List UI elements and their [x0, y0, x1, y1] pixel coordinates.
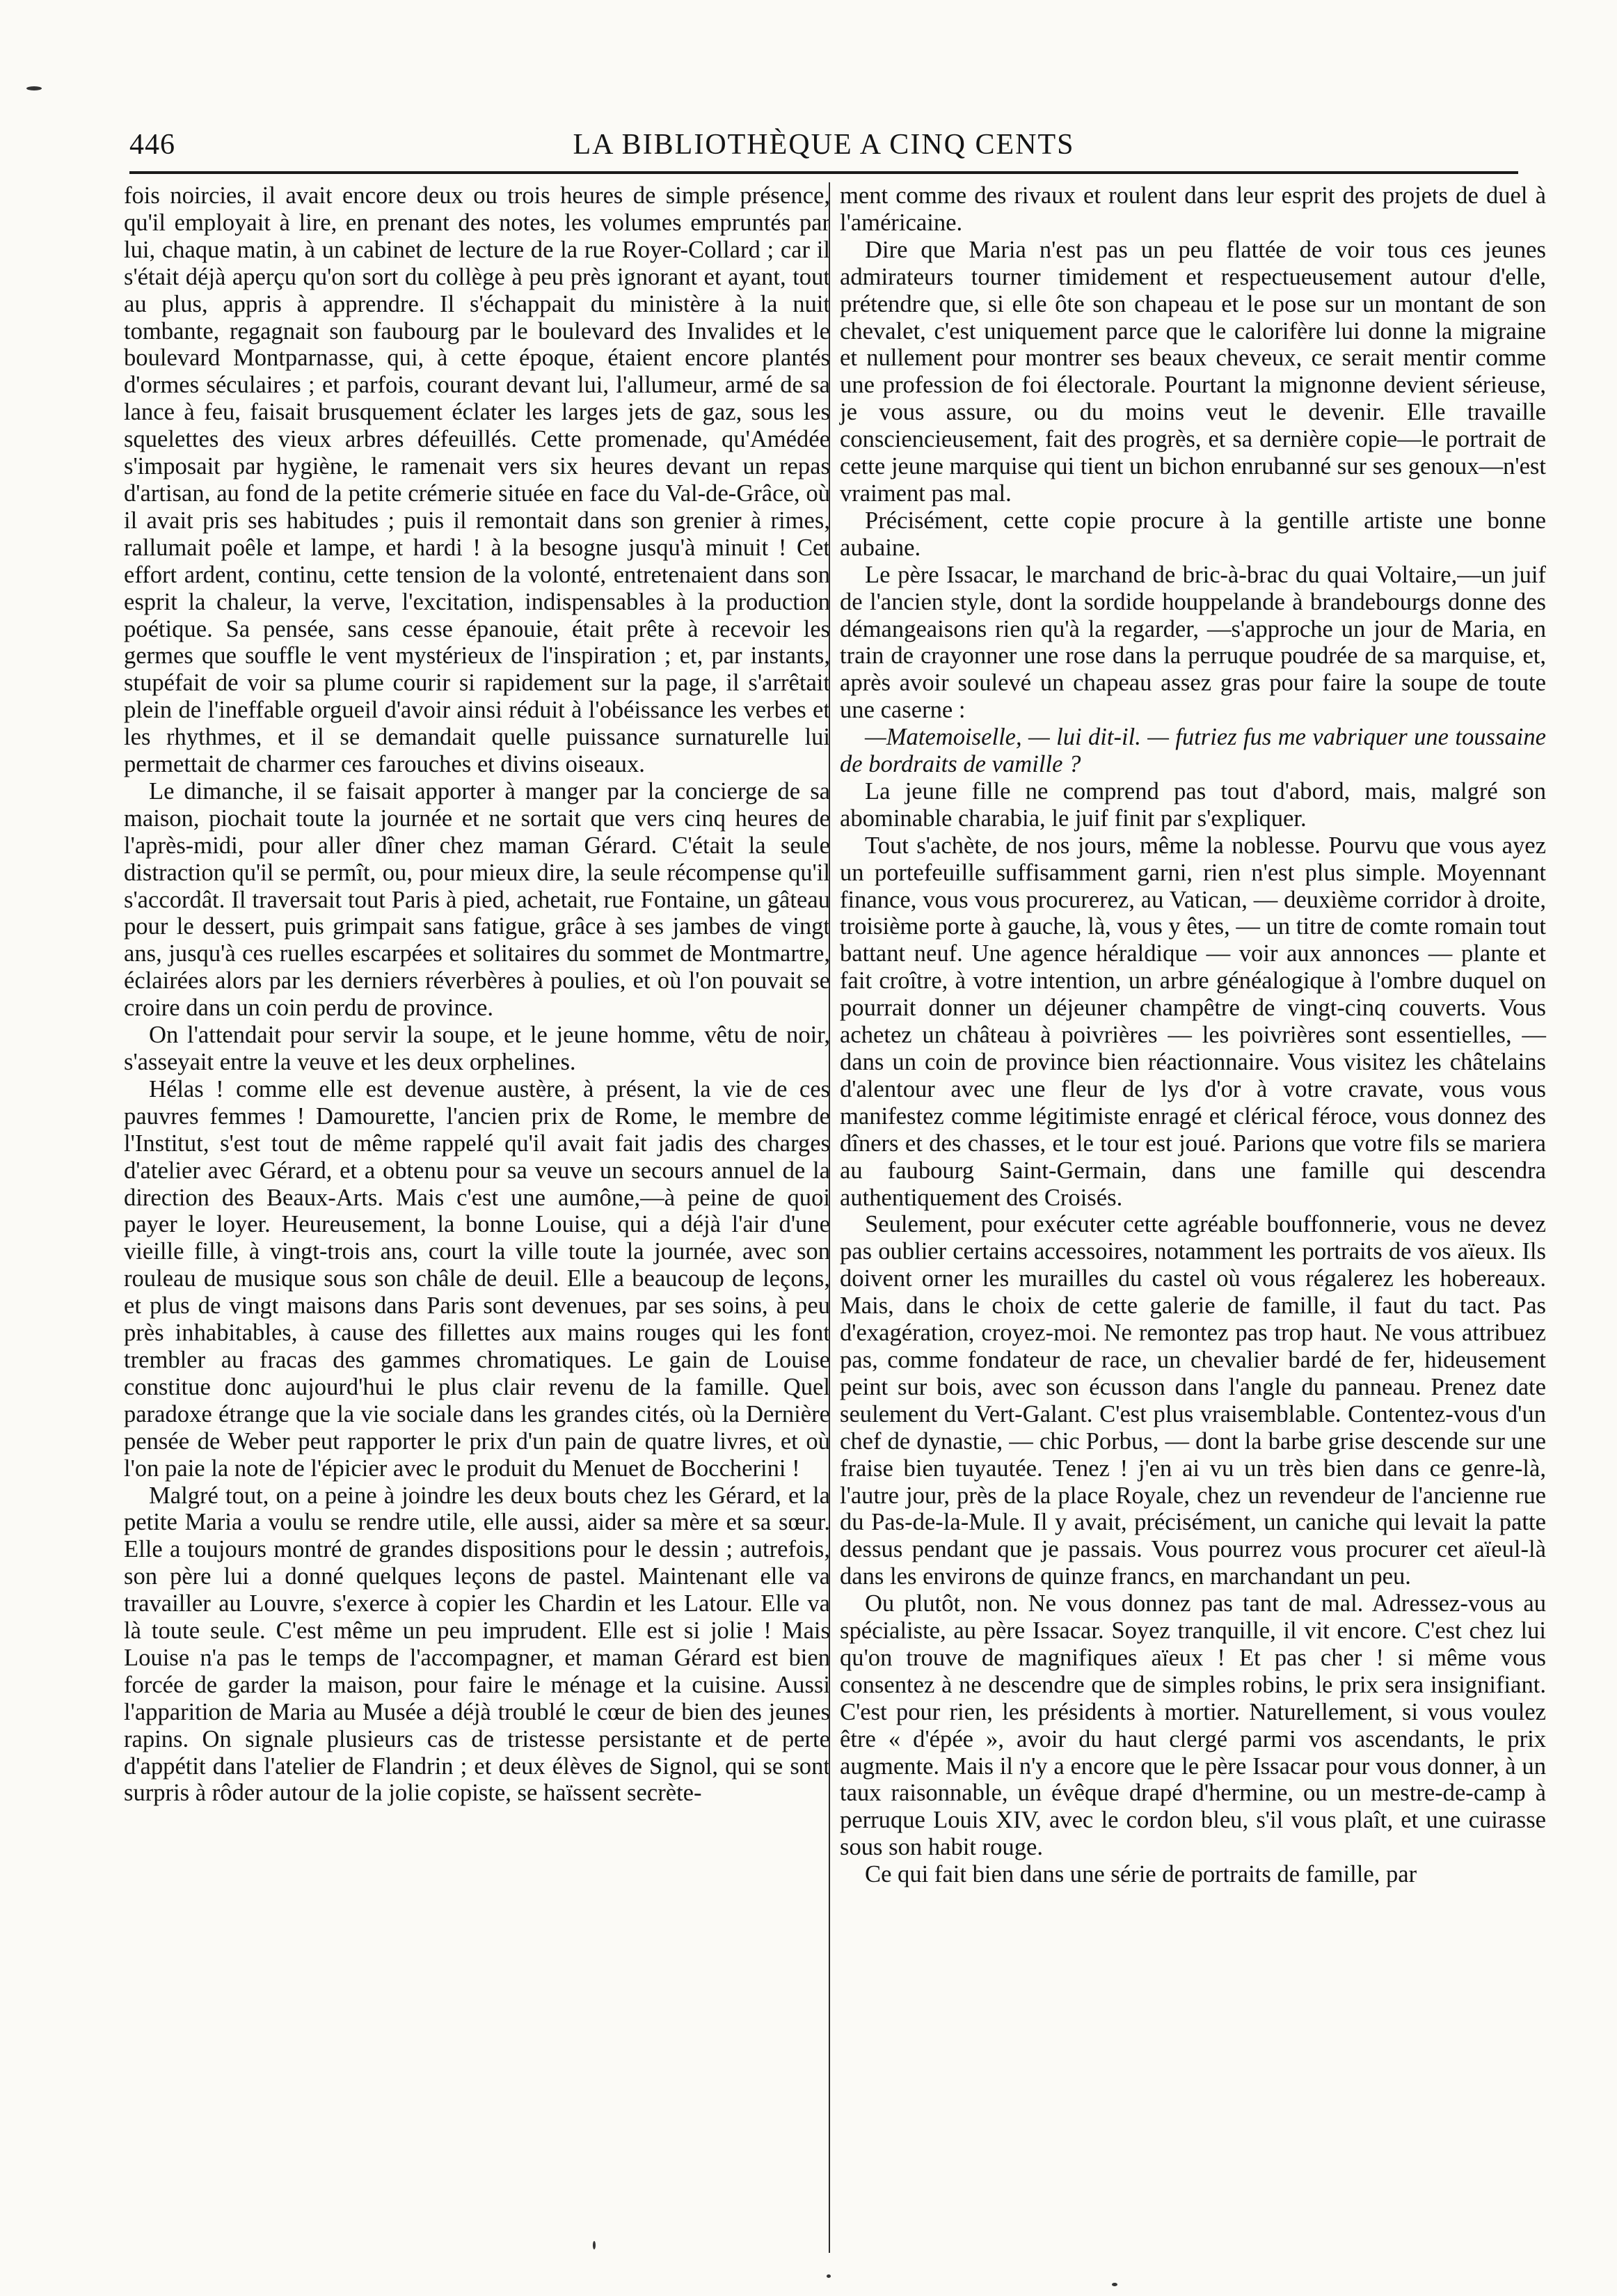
page-header — [129, 124, 1518, 166]
paragraph: fois noircies, il avait encore deux ou trois heures de simple présence, qu'il employait à lire, en prenant des notes, les volumes empruntés par lui, chaque matin, à un cabinet de lecture de la rue Royer-Collard ; car il s'était déjà aperçu qu'on sort du collège à peu près ignorant et ayant, tout au plus, appris à apprendre. Il s'échappait du ministère à la nuit tombante, regagnait son faubourg par le boulevard des Invalides et le boulevard Montparnasse, qui, à cette époque, étaient encore plantés d'ormes séculaires ; et parfois, courant devant lui, l'allumeur, armé de sa lance à feu, faisait brusquement éclater les larges jets de gaz, sous les squelettes des vieux arbres défeuillés. Cette promenade, qu'Amédée s'imposait par hygiène, le ramenait vers six heures devant un repas d'artisan, au fond de la petite crémerie située en face du Val-de-Grâce, où il avait pris ses habitudes ; puis il remontait dans son grenier à rimes, rallumait poêle et lampe, et hardi ! à la besogne jusqu'à minuit ! Cet effort ardent, continu, cette tension de la volonté, entretenaient dans son esprit la chaleur, la verve, l'excitation, indispensables à la production poétique. Sa pensée, sans cesse épanouie, était prête à recevoir les germes que souffle le vent mystérieux de l'inspiration ; et, par instants, stupéfait de voir sa plume courir si rapidement sur la page, il s'arrêtait plein de l'ineffable orgueil d'avoir ainsi réduit à l'obéissance les verbes et les rhythmes, et il se demandait quelle puissance surnaturelle lui permettait de charmer ces farouches et divins oiseaux. — [124, 182, 830, 778]
paragraph: Le dimanche, il se faisait apporter à manger par la concierge de sa maison, piochait toute la journée et ne sortait que vers cinq heures de l'après-midi, pour aller dîner chez maman Gérard. C'était la seule distraction qu'il se permît, ou, pour mieux dire, la seule récompense qu'il s'accordât. Il traversait tout Paris à pied, achetait, rue Fontaine, un gâteau pour le dessert, puis grimpait sans fatigue, grâce à ses jambes de vingt ans, jusqu'à ces ruelles escarpées et solitaires du sommet de Montmartre, éclairées alors par les derniers réverbères à poulies, et où l'on pouvait se croire dans un coin perdu de province. — [124, 777, 830, 1022]
scan-speck — [1112, 2283, 1117, 2286]
paragraph: Dire que Maria n'est pas un peu flattée de voir tous ces jeunes admirateurs tourner timidement et respectueusement autour d'elle, prétendre que, si elle ôte son chapeau et le pose sur un montant de son chevalet, c'est uniquement parce que le calorifère lui donne la migraine et nullement pour montrer ses beaux cheveux, ce serait mentir comme une profession de foi électorale. Pourtant la mignonne devient sérieuse, je vous assure, ou du moins veut le devenir. Elle travaille consciencieusement, fait des progrès, et sa dernière copie—le portrait de cette jeune marquise qui tient un bichon enrubanné sur ses genoux—n'est vraiment pas mal. — [840, 236, 1546, 507]
header-rule — [129, 171, 1518, 174]
paragraph: ment comme des rivaux et roulent dans leur esprit des projets de duel à l'américaine. — [840, 182, 1546, 236]
paragraph: Seulement, pour exécuter cette agréable bouffonnerie, vous ne devez pas oublier certains accessoires, notamment les portraits de vos aïeux. Ils doivent orner les murailles du castel où vous régalerez les hobereaux. Mais, dans le choix de cette galerie de famille, il faut du tact. Pas d'exagération, croyez-moi. Ne remontez pas trop haut. Ne vous attribuez pas, comme fondateur de race, un chevalier bardé de fer, hideusement peint sur bois, avec son écusson dans l'angle du panneau. Prenez date seulement du Vert-Galant. C'est plus vraisemblable. Contentez-vous d'un chef de dynastie, — chic Porbus, — dont la barbe grise descende sur une fraise bien tuyautée. Tenez ! j'en ai vu un très bien dans ce genre-là, l'autre jour, près de la place Royale, chez un revendeur de l'ancienne rue du Pas-de-la-Mule. Il y avait, précisément, un caniche qui levait la patte dessus pendant que je passais. Vous pourrez vous procurer cet aïeul-là dans les environs de quinze francs, en marchandant un peu. — [840, 1211, 1546, 1590]
paragraph: Ce qui fait bien dans une série de portraits de famille, par — [865, 1861, 1417, 1888]
paragraph: La jeune fille ne comprend pas tout d'abord, mais, malgré son abominable charabia, le juif finit par s'expliquer. — [840, 777, 1546, 832]
paragraph: Ou plutôt, non. Ne vous donnez pas tant de mal. Adressez-vous au spécialiste, au père Issacar. Soyez tranquille, il vit encore. C'est chez lui qu'on trouve de magnifiques aïeux ! Et pas cher ! si même vous consentez à ne descendre que de simples robins, le prix sera insignifiant. C'est pour rien, les présidents à mortier. Naturellement, si vous voulez être « d'épée », avoir du haut clergé parmi vos ascendants, le prix augmente. Mais il n'y a encore que le père Issacar pour vous donner, à un taux raisonnable, un évêque drapé d'hermine, ou un mestre-de-camp à perruque Louis XIV, avec le cordon bleu, s'il vous plaît, et une cuirasse sous son habit rouge. — [840, 1590, 1546, 1861]
paragraph: Hélas ! comme elle est devenue austère, à présent, la vie de ces pauvres femmes ! Damourette, l'ancien prix de Rome, le membre de l'Institut, s'est tout de même rappelé qu'il avait fait jadis des charges d'atelier avec Gérard, et a obtenu pour sa veuve un secours annuel de la direction des Beaux-Arts. Mais c'est une aumône,—à peine de quoi payer le loyer. Heureusement, la bonne Louise, qui a déjà l'air d'une vieille fille, à vingt-trois ans, court la ville toute la journée, avec son rouleau de musique sous son châle de deuil. Elle a beaucoup de leçons, et plus de vingt maisons dans Paris sont devenues, par ses soins, à peu près inhabitables, à cause des fillettes aux mains rouges qui les font trembler au fracas des gammes chromatiques. Le gain de Louise constitue donc aujourd'hui le plus clair revenu de la famille. Quel paradoxe étrange que la vie sociale dans les grandes cités, où la Dernière pensée de Weber peut rapporter le prix d'un pain de quatre livres, et où l'on paie la note de l'épicier avec le produit du Menuet de Boccherini ! — [124, 1075, 830, 1482]
paragraph: Malgré tout, on a peine à joindre les deux bouts chez les Gérard, et la petite Maria a voulu se rendre utile, elle aussi, aider sa mère et sa sœur. Elle a toujours montré de grandes dispositions pour le dessin ; autrefois, son père lui a donné quelques leçons de pastel. Maintenant elle va travailler au Louvre, s'exerce à copier les Chardin et les Latour. Elle va là toute seule. C'est même un peu imprudent. Elle est si jolie ! Mais Louise n'a pas le temps de l'accompagner, et maman Gérard est bien forcée de garder la maison, pour faire le ménage et la cuisine. Aussi l'apparition de Maria au Musée a déjà troublé le cœur de bien des jeunes rapins. On signale plusieurs cas de tristesse persistante et de perte d'appétit dans l'atelier de Flandrin ; et deux élèves de Signol, qui se sont surpris à rôder autour de la jolie copiste, se haïssent secrète- — [124, 1482, 830, 1807]
paragraph: Tout s'achète, de nos jours, même la noblesse. Pourvu que vous ayez un portefeuille suffisamment garni, rien n'est plus simple. Moyennant finance, vous vous procurerez, au Vatican, — deuxième corridor à droite, troisième porte à gauche, là, vous y êtes, — un titre de comte romain tout battant neuf. Une agence héraldique — voir aux annonces — plante et fait croître, à votre intention, un arbre généalogique à l'ombre duquel on pourrait donner un déjeuner champêtre de vingt-cinq couverts. Vous achetez un château à poivrières — les poivrières sont essentielles, — dans un coin de province bien réactionnaire. Vous visitez les châtelains d'alentour avec une fleur de lys d'or à votre cravate, vous vous manifestez comme légitimiste enragé et clérical féroce, vous donnez des dîners et des chasses, et le tour est joué. Parions que votre fils se mariera au faubourg Saint-Germain, dans une famille qui descendra authentiquement des Croisés. — [840, 832, 1546, 1211]
left-column — [124, 182, 830, 1807]
column-divider — [829, 182, 830, 2253]
right-column — [840, 182, 1546, 1888]
dialogue-paragraph: —Matemoiselle, — lui dit-il. — futriez fus me vabriquer une toussaine de bordraits de vamille ? — [840, 724, 1546, 778]
paragraph: On l'attendait pour servir la soupe, et le jeune homme, vêtu de noir, s'asseyait entre la veuve et les deux orphelines. — [124, 1022, 830, 1075]
running-title: LA BIBLIOTHÈQUE A CINQ CENTS — [573, 129, 1075, 161]
paragraph: Précisément, cette copie procure à la gentille artiste une bonne aubaine. — [840, 507, 1546, 561]
paragraph: Le père Issacar, le marchand de bric-à-brac du quai Voltaire,—un juif de l'ancien style, dont la sordide houppelande à brandebourgs donne des démangeaisons rien qu'à la regarder, —s'approche un jour de Maria, en train de crayonner une rose dans la perruque poudrée de sa marquise, et, après avoir soulevé un chapeau assez gras pour faire la soupe de toute une caserne : — [840, 561, 1546, 724]
scan-speck — [827, 2274, 831, 2278]
scan-speck — [26, 86, 42, 90]
page-number: 446 — [129, 129, 175, 161]
scan-speck — [593, 2241, 596, 2249]
